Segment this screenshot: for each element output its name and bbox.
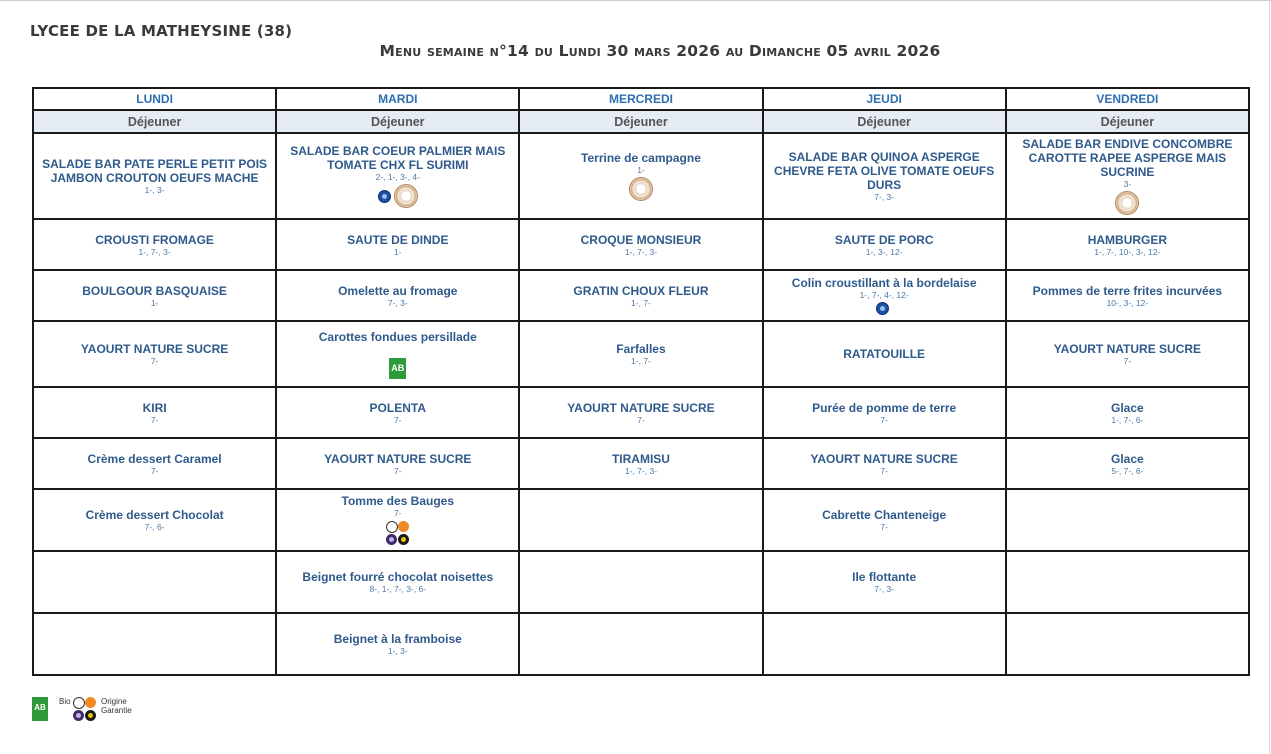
menu-body <box>33 133 1249 675</box>
menu-row <box>33 438 1249 489</box>
origin-garantie-icon <box>629 177 653 201</box>
menu-cell <box>33 613 276 675</box>
dish-name: KIRI <box>142 400 167 415</box>
dish-name: Glace <box>1111 451 1144 466</box>
allergen-codes: 10-, 3-, 12- <box>1106 297 1149 308</box>
label-icons <box>281 358 514 379</box>
dish-name: Crème dessert Chocolat <box>85 508 224 522</box>
meal-header: Déjeuner <box>1006 110 1249 133</box>
menu-cell <box>276 133 519 219</box>
dish-name: SALADE BAR ENDIVE CONCOMBRE CAROTTE RAPEE ASPERGE MAIS SUCRINE <box>1022 137 1233 179</box>
dish-name: Terrine de campagne <box>581 151 701 165</box>
dish-name: RATATOUILLE <box>843 347 926 361</box>
bio-ab-icon: AB <box>389 358 406 379</box>
menu-cell <box>763 489 1006 551</box>
allergen-codes: 1-, 7-, 6- <box>1111 414 1144 425</box>
menu-cell <box>1006 270 1249 321</box>
menu-cell <box>1006 438 1249 489</box>
dish-name: HAMBURGER <box>1087 232 1168 247</box>
allergen-codes: 7- <box>394 465 402 476</box>
quality-labels-icon <box>385 520 411 546</box>
dish-name: Beignet à la framboise <box>333 632 462 646</box>
dish-name: SALADE BAR PATE PERLE PETIT POIS JAMBON CROUTON OEUFS MACHE <box>42 157 268 185</box>
dish-name: YAOURT NATURE SUCRE <box>324 451 472 466</box>
allergen-codes: 1- <box>637 165 645 175</box>
allergen-codes: 7- <box>394 508 402 518</box>
label-icons <box>281 520 514 546</box>
allergen-codes: 8-, 1-, 7-, 3-, 6- <box>369 584 427 594</box>
allergen-codes: 1-, 7-, 3- <box>624 246 658 257</box>
dish-name: YAOURT NATURE SUCRE <box>1053 342 1202 356</box>
meal-header: Déjeuner <box>519 110 762 133</box>
allergen-codes: 7- <box>880 522 888 532</box>
origin-garantie-icon <box>394 184 418 208</box>
menu-cell <box>1006 551 1249 613</box>
menu-cell <box>33 219 276 270</box>
allergen-codes: 1- <box>150 297 159 308</box>
menu-cell <box>763 270 1006 321</box>
menu-cell <box>276 321 519 387</box>
menu-cell <box>519 321 762 387</box>
label-icons <box>281 184 514 208</box>
allergen-codes: 2-, 1-, 3-, 4- <box>375 172 420 182</box>
menu-cell <box>519 133 762 219</box>
meal-header: Déjeuner <box>276 110 519 133</box>
dish-name: Pommes de terre frites incurvées <box>1032 283 1223 298</box>
allergen-codes: 7- <box>150 465 159 476</box>
menu-cell <box>519 489 762 551</box>
menu-cell <box>276 613 519 675</box>
label-icons <box>768 302 1001 315</box>
day-header: JEUDI <box>763 88 1006 110</box>
menu-cell <box>519 613 762 675</box>
right-border <box>1269 0 1270 754</box>
menu-cell <box>763 321 1006 387</box>
dish-name: Colin croustillant à la bordelaise <box>791 276 977 290</box>
dish-name: POLENTA <box>369 400 426 415</box>
menu-row <box>33 219 1249 270</box>
dish-name: SALADE BAR COEUR PALMIER MAIS TOMATE CHX FL SURIMI <box>290 144 506 172</box>
dish-name: Ile flottante <box>852 570 917 584</box>
origin-labels-icon <box>72 696 98 722</box>
allergen-codes: 1-, 3- <box>387 646 408 656</box>
menu-cell <box>519 270 762 321</box>
day-header-row <box>33 88 1249 110</box>
menu-cell <box>1006 133 1249 219</box>
dish-name: SAUTE DE DINDE <box>347 232 449 247</box>
dish-name: Tomme des Bauges <box>341 494 455 508</box>
menu-cell <box>519 438 762 489</box>
day-header: MARDI <box>276 88 519 110</box>
allergen-codes: 1-, 7-, 4-, 12- <box>859 290 909 300</box>
allergen-codes: 1-, 7-, 10-, 3-, 12- <box>1094 246 1161 257</box>
menu-cell <box>276 387 519 438</box>
menu-row <box>33 321 1249 387</box>
menu-row <box>33 387 1249 438</box>
menu-title: Menu semaine n°14 du Lundi 30 mars 2026 au Dimanche 05 avril 2026 <box>379 42 941 60</box>
allergen-codes: 5-, 7-, 6- <box>1111 465 1144 476</box>
allergen-codes: 7- <box>394 414 402 425</box>
school-name: LYCEE DE LA MATHEYSINE (38) <box>30 22 293 40</box>
menu-cell <box>1006 613 1249 675</box>
menu-cell <box>33 321 276 387</box>
allergen-codes: 1-, 3- <box>144 185 165 195</box>
menu-cell <box>33 438 276 489</box>
dish-name: SAUTE DE PORC <box>834 232 934 247</box>
dish-name: Glace <box>1111 400 1144 415</box>
dish-name: Beignet fourré chocolat noisettes <box>302 570 494 584</box>
menu-row <box>33 489 1249 551</box>
allergen-codes: 1-, 7-, 3- <box>624 465 658 476</box>
allergen-codes: 3- <box>1123 179 1132 189</box>
dish-name: YAOURT NATURE SUCRE <box>567 400 715 415</box>
menu-cell <box>763 133 1006 219</box>
allergen-codes: 7-, 6- <box>144 522 165 532</box>
menu-cell <box>519 219 762 270</box>
dish-name: GRATIN CHOUX FLEUR <box>573 283 709 298</box>
label-icons <box>1011 191 1244 215</box>
day-header: VENDREDI <box>1006 88 1249 110</box>
menu-row <box>33 551 1249 613</box>
allergen-codes: 7- <box>150 356 159 366</box>
dish-name: Omelette au fromage <box>338 283 458 298</box>
allergen-codes: 7-, 3- <box>874 192 895 202</box>
allergen-codes: 7- <box>880 465 888 476</box>
menu-cell <box>276 219 519 270</box>
top-border <box>0 0 1271 1</box>
menu-cell <box>763 613 1006 675</box>
origin-garantie-icon <box>1115 191 1139 215</box>
dish-name: TIRAMISU <box>611 451 670 466</box>
allergen-codes: 7-, 3- <box>387 297 408 308</box>
menu-cell <box>1006 387 1249 438</box>
meal-header: Déjeuner <box>33 110 276 133</box>
meal-header-row <box>33 110 1249 133</box>
menu-cell <box>1006 489 1249 551</box>
menu-row <box>33 270 1249 321</box>
menu-cell <box>1006 321 1249 387</box>
dish-name: SALADE BAR QUINOA ASPERGE CHEVRE FETA OLIVE TOMATE OEUFS DURS <box>774 150 995 192</box>
allergen-codes: 1- <box>394 246 402 257</box>
menu-cell <box>519 551 762 613</box>
menu-cell <box>276 438 519 489</box>
allergen-codes: 7- <box>880 414 888 425</box>
menu-cell <box>1006 219 1249 270</box>
menu-cell <box>276 270 519 321</box>
dish-name: Purée de pomme de terre <box>812 400 957 415</box>
dish-name: CROUSTI FROMAGE <box>95 232 214 247</box>
day-header: MERCREDI <box>519 88 762 110</box>
dish-name: Farfalles <box>616 342 666 356</box>
menu-cell <box>276 551 519 613</box>
menu-cell <box>33 551 276 613</box>
menu-cell <box>763 438 1006 489</box>
menu-cell <box>519 387 762 438</box>
allergen-codes: 1-, 7- <box>631 297 651 308</box>
legend-bio-label: Bio <box>59 697 71 706</box>
allergen-codes: 1-, 7-, 3- <box>138 246 171 257</box>
legend-origin-label: Origine Garantie <box>101 697 132 715</box>
blue-label-icon <box>378 190 391 203</box>
menu-table <box>32 87 1250 676</box>
dish-name: Crème dessert Caramel <box>87 451 222 466</box>
menu-cell <box>33 270 276 321</box>
menu-cell <box>276 489 519 551</box>
allergen-codes: 7- <box>637 414 645 425</box>
allergen-codes: 7- <box>1123 356 1132 366</box>
day-header: LUNDI <box>33 88 276 110</box>
label-icons <box>524 177 757 201</box>
allergen-codes: 7-, 3- <box>874 584 895 594</box>
menu-row <box>33 613 1249 675</box>
dish-name: YAOURT NATURE SUCRE <box>810 451 958 466</box>
menu-cell <box>33 387 276 438</box>
allergen-codes: 1-, 3-, 12- <box>865 246 903 257</box>
menu-cell <box>763 551 1006 613</box>
dish-name: Cabrette Chanteneige <box>822 508 947 522</box>
dish-name: YAOURT NATURE SUCRE <box>80 342 229 356</box>
menu-cell <box>763 387 1006 438</box>
blue-label-icon <box>876 302 889 315</box>
dish-name: CROQUE MONSIEUR <box>580 232 702 247</box>
bio-ab-icon: AB <box>32 697 48 721</box>
dish-name: BOULGOUR BASQUAISE <box>82 283 227 298</box>
menu-cell <box>33 133 276 219</box>
dish-name: Carottes fondues persillade <box>318 329 477 344</box>
meal-header: Déjeuner <box>763 110 1006 133</box>
menu-cell <box>33 489 276 551</box>
menu-cell <box>763 219 1006 270</box>
allergen-codes: 7- <box>150 414 159 425</box>
allergen-codes: 1-, 7- <box>631 356 651 366</box>
menu-row <box>33 133 1249 219</box>
